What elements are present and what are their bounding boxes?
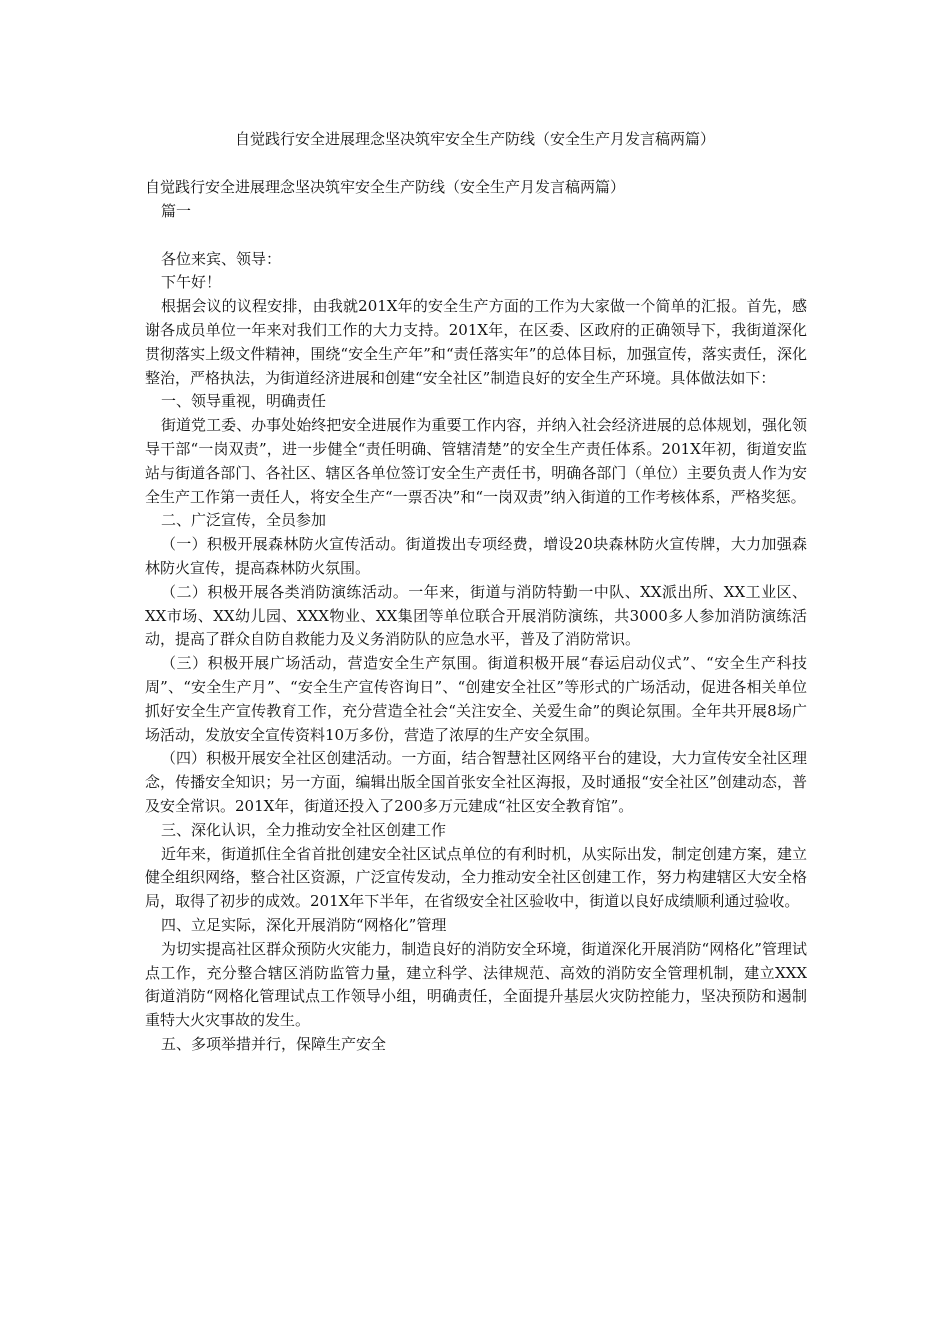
heading-2: 二、广泛宣传，全员参加 — [161, 511, 327, 530]
paragraph-4: 为切实提高社区群众预防火灾能力，制造良好的消防安全环境，街道深化开展消防“网格化”管理试点工作，充分整合辖区消防监管力量，建立科学、法律规范、高效的消防安全管理机制，建立XXX街道消防“网格化管理试点工作领导小组，明确责任，全面提升基层火灾防控能力，坚决预防和遏制重特大火灾事故的发生。 — [145, 939, 807, 1030]
paragraph-1: 街道党工委、办事处始终把安全进展作为重要工作内容，并纳入社会经济进展的总体规划，强化领导干部“一岗双责”，进一步健全“责任明确、管辖清楚”的安全生产责任体系。201X年初，街道安监站与街道各部门、各社区、辖区各单位签订安全生产责任书，明确各部门（单位）主要负责人作为安全生产工作第一责任人，将安全生产“一票否决”和“一岗双责”纳入街道的工作考核体系，严格奖惩。 — [145, 416, 807, 506]
paragraph-2-3: （三）积极开展广场活动，营造安全生产氛围。街道积极开展“春运启动仪式”、“安全生产科技周”、“安全生产月”、“安全生产宣传咨询日”、“创建安全社区”等形式的广场活动，促进各相关单位抓好安全生产宣传教育工作，充分营造全社会“关注安全、关爱生命”的舆论氛围。全年共开展8场广场活动，发放安全宣传资料10万多份，营造了浓厚的生产安全氛围。 — [145, 654, 807, 744]
paragraph-2-4: （四）积极开展安全社区创建活动。一方面，结合智慧社区网络平台的建设，大力宣传安全社区理念，传播安全知识；另一方面，编辑出版全国首张安全社区海报，及时通报“安全社区”创建动态，普及安全常识。201X年，街道还投入了200多万元建成“社区安全教育馆”。 — [145, 749, 807, 815]
paragraph-3: 近年来，街道抓住全省首批创建安全社区试点单位的有利时机，从实际出发，制定创建方案，建立健全组织网络，整合社区资源，广泛宣传发动，全力推动安全社区创建工作，努力构建辖区大安全格局，取得了初步的成效。201X年下半年，在省级安全社区验收中，街道以良好成绩顺利通过验收。 — [145, 844, 807, 911]
greeting: 各位来宾、领导： — [161, 249, 282, 268]
heading-4: 四、立足实际，深化开展消防“网格化”管理 — [161, 915, 447, 934]
paragraph-2-1: （一）积极开展森林防火宣传活动。街道拨出专项经费，增设20块森林防火宣传牌，大力加强森林防火宣传，提高森林防火氛围。 — [145, 535, 807, 577]
heading-1: 一、领导重视，明确责任 — [161, 392, 327, 411]
document-body — [145, 176, 807, 1057]
section-label: 篇一 — [161, 201, 192, 220]
heading-5: 五、多项举措并行，保障生产安全 — [161, 1034, 387, 1053]
paragraph-2-2: （二）积极开展各类消防演练活动。一年来，街道与消防特勤一中队、XX派出所、XX工业区、XX市场、XX幼儿园、XXX物业、XX集团等单位联合开展消防演练，共3000多人参加消防演练活动，提高了群众自防自救能力及义务消防队的应急水平，普及了消防常识。 — [145, 582, 807, 649]
paragraph-intro: 根据会议的议程安排，由我就201X年的安全生产方面的工作为大家做一个简单的汇报。首先，感谢各成员单位一年来对我们工作的大力支持。201X年，在区委、区政府的正确领导下，我街道深化贯彻落实上级文件精神，围绕“安全生产年”和“责任落实年”的总体目标，加强宣传，落实责任，深化整治，严格执法，为街道经济进展和创建“安全社区”制造良好的安全生产环境。具体做法如下： — [145, 297, 807, 387]
heading-3: 三、深化认识，全力推动安全社区创建工作 — [161, 820, 447, 839]
document-subtitle: 自觉践行安全进展理念坚决筑牢安全生产防线（安全生产月发言稿两篇） — [145, 178, 626, 196]
document-title: 自觉践行安全进展理念坚决筑牢安全生产防线（安全生产月发言稿两篇） — [234, 130, 715, 148]
greeting-afternoon: 下午好！ — [161, 273, 222, 292]
